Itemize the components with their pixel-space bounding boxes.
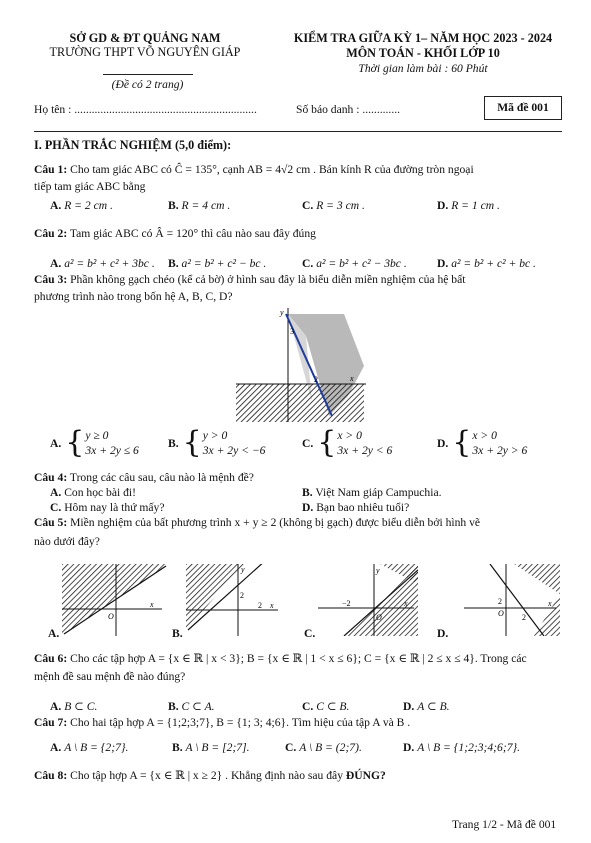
q2-option-d[interactable]: D. a² = b² + c² + bc . bbox=[437, 257, 536, 270]
header-rule bbox=[103, 74, 193, 75]
q1-option-b[interactable]: B. R = 4 cm . bbox=[168, 199, 231, 212]
question-text: Cho tập hợp A = {x ∈ ℝ | x ≥ 2} . Khẳng định nào sau đây bbox=[70, 769, 346, 782]
question-text: Trong các câu sau, câu nào là mệnh đề? bbox=[69, 471, 254, 484]
svg-text:x: x bbox=[150, 600, 154, 609]
question-number: Câu 8: bbox=[34, 769, 68, 782]
q5-figure-d bbox=[464, 564, 560, 636]
department-name: SỞ GD & ĐT QUẢNG NAM bbox=[69, 31, 221, 45]
q3-option-d[interactable]: D. { x > 0 3x + 2y > 6 bbox=[437, 425, 528, 460]
svg-text:y: y bbox=[241, 565, 245, 574]
question-5-cont: nào dưới đây? bbox=[34, 535, 100, 548]
question-6-cont: mệnh đề sau mệnh đề nào đúng? bbox=[34, 670, 186, 683]
q4-option-c[interactable]: C. Hôm nay là thứ mấy? bbox=[50, 501, 165, 514]
svg-text:O: O bbox=[108, 612, 114, 621]
time-limit: Thời gian làm bài : 60 Phút bbox=[358, 62, 488, 75]
x-label: x bbox=[350, 374, 354, 383]
school-name: TRƯỜNG THPT VÕ NGUYÊN GIÁP bbox=[49, 45, 241, 59]
svg-text:2: 2 bbox=[522, 613, 526, 622]
question-2 bbox=[34, 227, 316, 240]
q3-option-c[interactable]: C. { x > 0 3x + 2y < 6 bbox=[302, 425, 393, 460]
q6-option-c[interactable]: C. C ⊂ B. bbox=[302, 700, 350, 713]
q5-option-d[interactable]: D. bbox=[437, 627, 449, 640]
question-number: Câu 5: bbox=[34, 516, 68, 529]
question-number: Câu 4: bbox=[34, 471, 68, 484]
tick-label-3: 3 bbox=[290, 327, 294, 336]
q3-option-b[interactable]: B. { y > 0 3x + 2y < −6 bbox=[168, 425, 266, 460]
q3-option-a[interactable]: A. { y ≥ 0 3x + 2y ≤ 6 bbox=[50, 425, 139, 460]
question-text: Miền nghiệm của bất phương trình x + y ≥ 2 (không bị gạch) được biểu diễn bởi hình vẽ bbox=[70, 516, 481, 529]
page-footer: Trang 1/2 - Mã đề 001 bbox=[452, 818, 557, 831]
q1-option-d[interactable]: D. R = 1 cm . bbox=[437, 199, 500, 212]
question-text: Cho hai tập hợp A = {1;2;3;7}, B = {1; 3; 4;6}. Tìm hiệu của tập A và B . bbox=[70, 716, 411, 729]
sbd-field-label: Số báo danh : ............. bbox=[296, 103, 401, 116]
q3-region-figure bbox=[232, 306, 372, 426]
q5-option-b[interactable]: B. bbox=[172, 627, 183, 640]
header-divider bbox=[34, 131, 562, 132]
svg-text:2: 2 bbox=[258, 601, 262, 610]
question-4 bbox=[34, 471, 254, 484]
question-6 bbox=[34, 651, 527, 665]
y-label: y bbox=[280, 308, 284, 317]
q5-figure-c bbox=[318, 564, 418, 636]
exam-code-box: Mã đề 001 bbox=[484, 96, 562, 120]
q5-option-c[interactable]: C. bbox=[304, 627, 316, 640]
q6-option-b[interactable]: B. C ⊂ A. bbox=[168, 700, 215, 713]
question-text: Tam giác ABC có Â = 120° thì câu nào sau đây đúng bbox=[69, 227, 316, 240]
emphasis-text: ĐÚNG? bbox=[345, 769, 386, 782]
question-number: Câu 2: bbox=[34, 227, 68, 240]
pages-note: (Đề có 2 trang) bbox=[111, 78, 184, 91]
q4-option-d[interactable]: D. Bạn bao nhiêu tuổi? bbox=[302, 501, 410, 514]
section-heading: I. PHẦN TRẮC NGHIỆM (5,0 điểm): bbox=[34, 138, 232, 152]
svg-text:2: 2 bbox=[240, 591, 244, 600]
q7-option-c[interactable]: C. A \ B = (2;7). bbox=[285, 741, 362, 754]
question-1 bbox=[34, 163, 474, 176]
svg-text:−2: −2 bbox=[342, 599, 351, 608]
question-1-cont: tiếp tam giác ABC bằng bbox=[34, 180, 146, 193]
exam-title: KIỂM TRA GIỮA KỲ 1– NĂM HỌC 2023 - 2024 bbox=[293, 31, 553, 45]
q1-option-c[interactable]: C. R = 3 cm . bbox=[302, 199, 365, 212]
question-text: Cho các tập hợp A = {x ∈ ℝ | x < 3}; B = {x ∈ ℝ | 1 < x ≤ 6}; C = {x ∈ ℝ | 2 ≤ x ≤ 4}. Trong các bbox=[70, 652, 527, 665]
q6-option-a[interactable]: A. B ⊂ C. bbox=[50, 700, 98, 713]
question-number: Câu 1: bbox=[34, 163, 68, 176]
question-number: Câu 7: bbox=[34, 716, 68, 729]
question-number: Câu 6: bbox=[34, 652, 68, 665]
question-8 bbox=[34, 768, 386, 782]
tick-label-2: 2 bbox=[314, 375, 318, 384]
name-field-label: Họ tên : ............................................................... bbox=[34, 103, 257, 116]
q5-figure-b bbox=[186, 564, 282, 636]
q7-option-d[interactable]: D. A \ B = {1;2;3;4;6;7}. bbox=[403, 741, 521, 754]
question-5 bbox=[34, 516, 480, 529]
q2-option-a[interactable]: A. a² = b² + c² + 3bc . bbox=[50, 257, 155, 270]
svg-text:O: O bbox=[498, 609, 504, 618]
q7-option-a[interactable]: A. A \ B = {2;7}. bbox=[50, 741, 129, 754]
q5-option-a[interactable]: A. bbox=[48, 627, 60, 640]
q7-option-b[interactable]: B. A \ B = [2;7]. bbox=[172, 741, 250, 754]
svg-text:2: 2 bbox=[498, 597, 502, 606]
question-text: Cho tam giác ABC có Ĉ = 135°, cạnh AB = 4√2 cm . Bán kính R của đường tròn ngoại bbox=[70, 163, 474, 176]
question-3-cont: phương trình nào trong bốn hệ A, B, C, D? bbox=[34, 290, 233, 303]
question-text: Phần không gạch chéo (kể cả bờ) ở hình sau đây là biểu diễn miền nghiệm của hệ bất bbox=[70, 273, 466, 286]
q5-figure-a bbox=[62, 564, 168, 636]
svg-text:x: x bbox=[404, 599, 408, 608]
svg-text:O: O bbox=[376, 613, 382, 622]
q2-option-c[interactable]: C. a² = b² + c² − 3bc . bbox=[302, 257, 407, 270]
q6-option-d[interactable]: D. A ⊂ B. bbox=[403, 700, 450, 713]
question-7 bbox=[34, 716, 410, 729]
question-number: Câu 3: bbox=[34, 273, 68, 286]
subject-title: MÔN TOÁN - KHỐI LỚP 10 bbox=[346, 46, 500, 60]
q4-option-a[interactable]: A. Con học bài đi! bbox=[50, 486, 136, 499]
svg-text:x: x bbox=[548, 599, 552, 608]
question-3 bbox=[34, 273, 465, 286]
hatched-region bbox=[236, 384, 364, 422]
svg-text:x: x bbox=[270, 601, 274, 610]
q4-option-b[interactable]: B. Việt Nam giáp Campuchia. bbox=[302, 486, 442, 499]
q1-option-a[interactable]: A. R = 2 cm . bbox=[50, 199, 113, 212]
q2-option-b[interactable]: B. a² = b² + c² − bc . bbox=[168, 257, 267, 270]
svg-text:y: y bbox=[376, 566, 380, 575]
